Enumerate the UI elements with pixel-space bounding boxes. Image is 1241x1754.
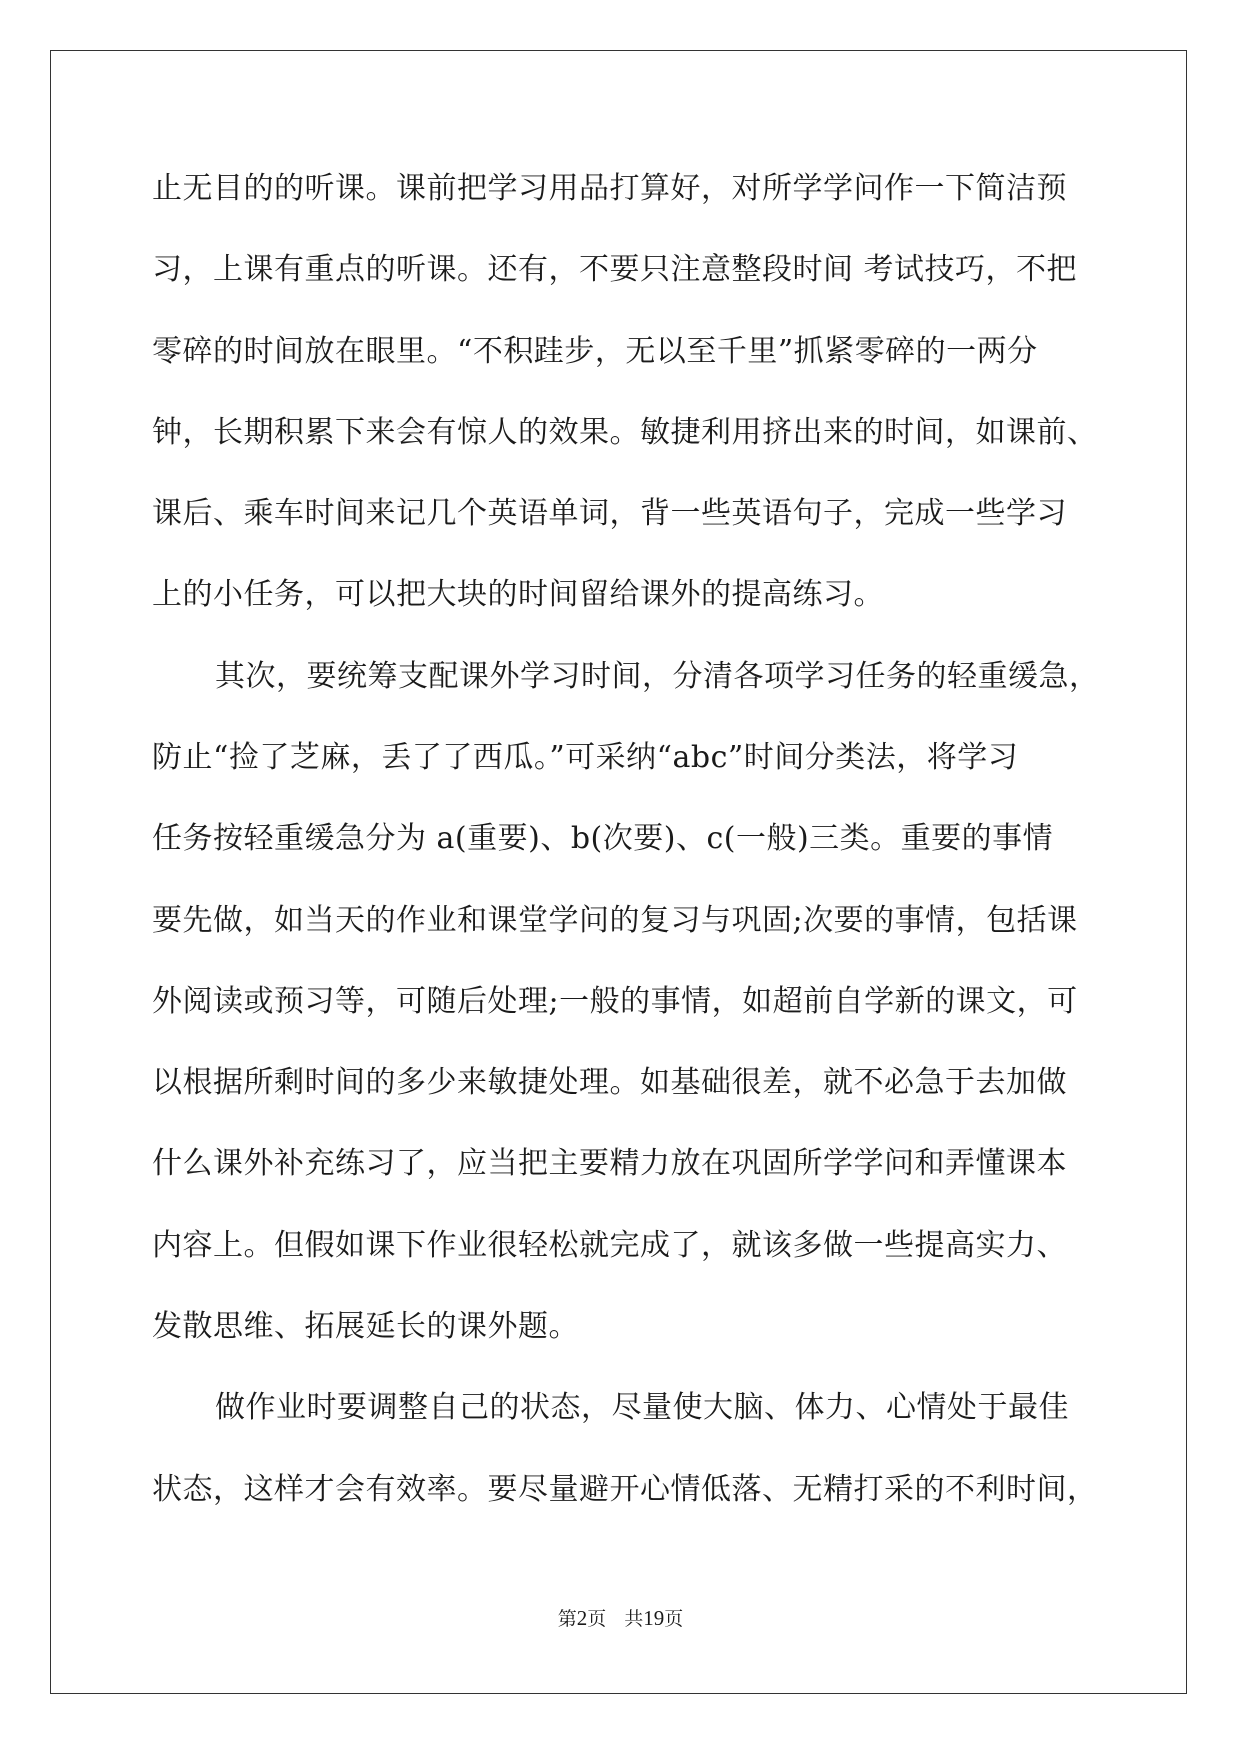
body-line: 状态，这样才会有效率。要尽量避开心情低落、无精打采的不利时间， — [152, 1472, 1098, 1507]
total-pages: 19 — [643, 1606, 665, 1630]
body-line: 钟，长期积累下来会有惊人的效果。敏捷利用挤出来的时间，如课前、 — [152, 415, 1098, 450]
body-line: 课后、乘车时间来记几个英语单词，背一些英语句子，完成一些学习 — [152, 496, 1067, 531]
page-number: 2 — [576, 1606, 588, 1630]
total-prefix: 共 — [624, 1608, 644, 1630]
paragraph-first-line: 做作业时要调整自己的状态，尽量使大脑、体力、心情处于最佳 — [215, 1390, 1069, 1425]
body-line: 内容上。但假如课下作业很轻松就完成了，就该多做一些提高实力、 — [152, 1228, 1067, 1263]
page-border — [50, 50, 1187, 1694]
page-footer — [0, 1606, 1241, 1631]
body-line: 止无目的的听课。课前把学习用品打算好，对所学学问作一下简洁预 — [152, 171, 1067, 206]
total-suffix: 页 — [664, 1608, 684, 1630]
body-line: 上的小任务，可以把大块的时间留给课外的提高练习。 — [152, 577, 884, 612]
body-line: 任务按轻重缓急分为 a(重要)、b(次要)、c(一般)三类。重要的事情 — [152, 821, 1054, 856]
body-line: 要先做，如当天的作业和课堂学问的复习与巩固;次要的事情，包括课 — [152, 903, 1078, 938]
body-line: 外阅读或预习等，可随后处理;一般的事情，如超前自学新的课文，可 — [152, 984, 1078, 1019]
body-line: 零碎的时间放在眼里。“不积跬步，无以至千里”抓紧零碎的一两分 — [152, 334, 1038, 369]
body-line: 以根据所剩时间的多少来敏捷处理。如基础很差，就不必急于去加做 — [152, 1065, 1067, 1100]
body-line: 习，上课有重点的听课。还有，不要只注意整段时间 考试技巧，不把 — [152, 252, 1078, 287]
body-line: 防止“捡了芝麻，丢了了西瓜。”可采纳“abc”时间分类法，将学习 — [152, 740, 1019, 775]
page-suffix: 页 — [587, 1608, 607, 1630]
body-line: 什么课外补充练习了，应当把主要精力放在巩固所学学问和弄懂课本 — [152, 1146, 1067, 1181]
page-prefix: 第 — [557, 1608, 577, 1630]
paragraph-first-line: 其次，要统筹支配课外学习时间，分清各项学习任务的轻重缓急， — [215, 659, 1100, 694]
body-line: 发散思维、拓展延长的课外题。 — [152, 1309, 579, 1344]
